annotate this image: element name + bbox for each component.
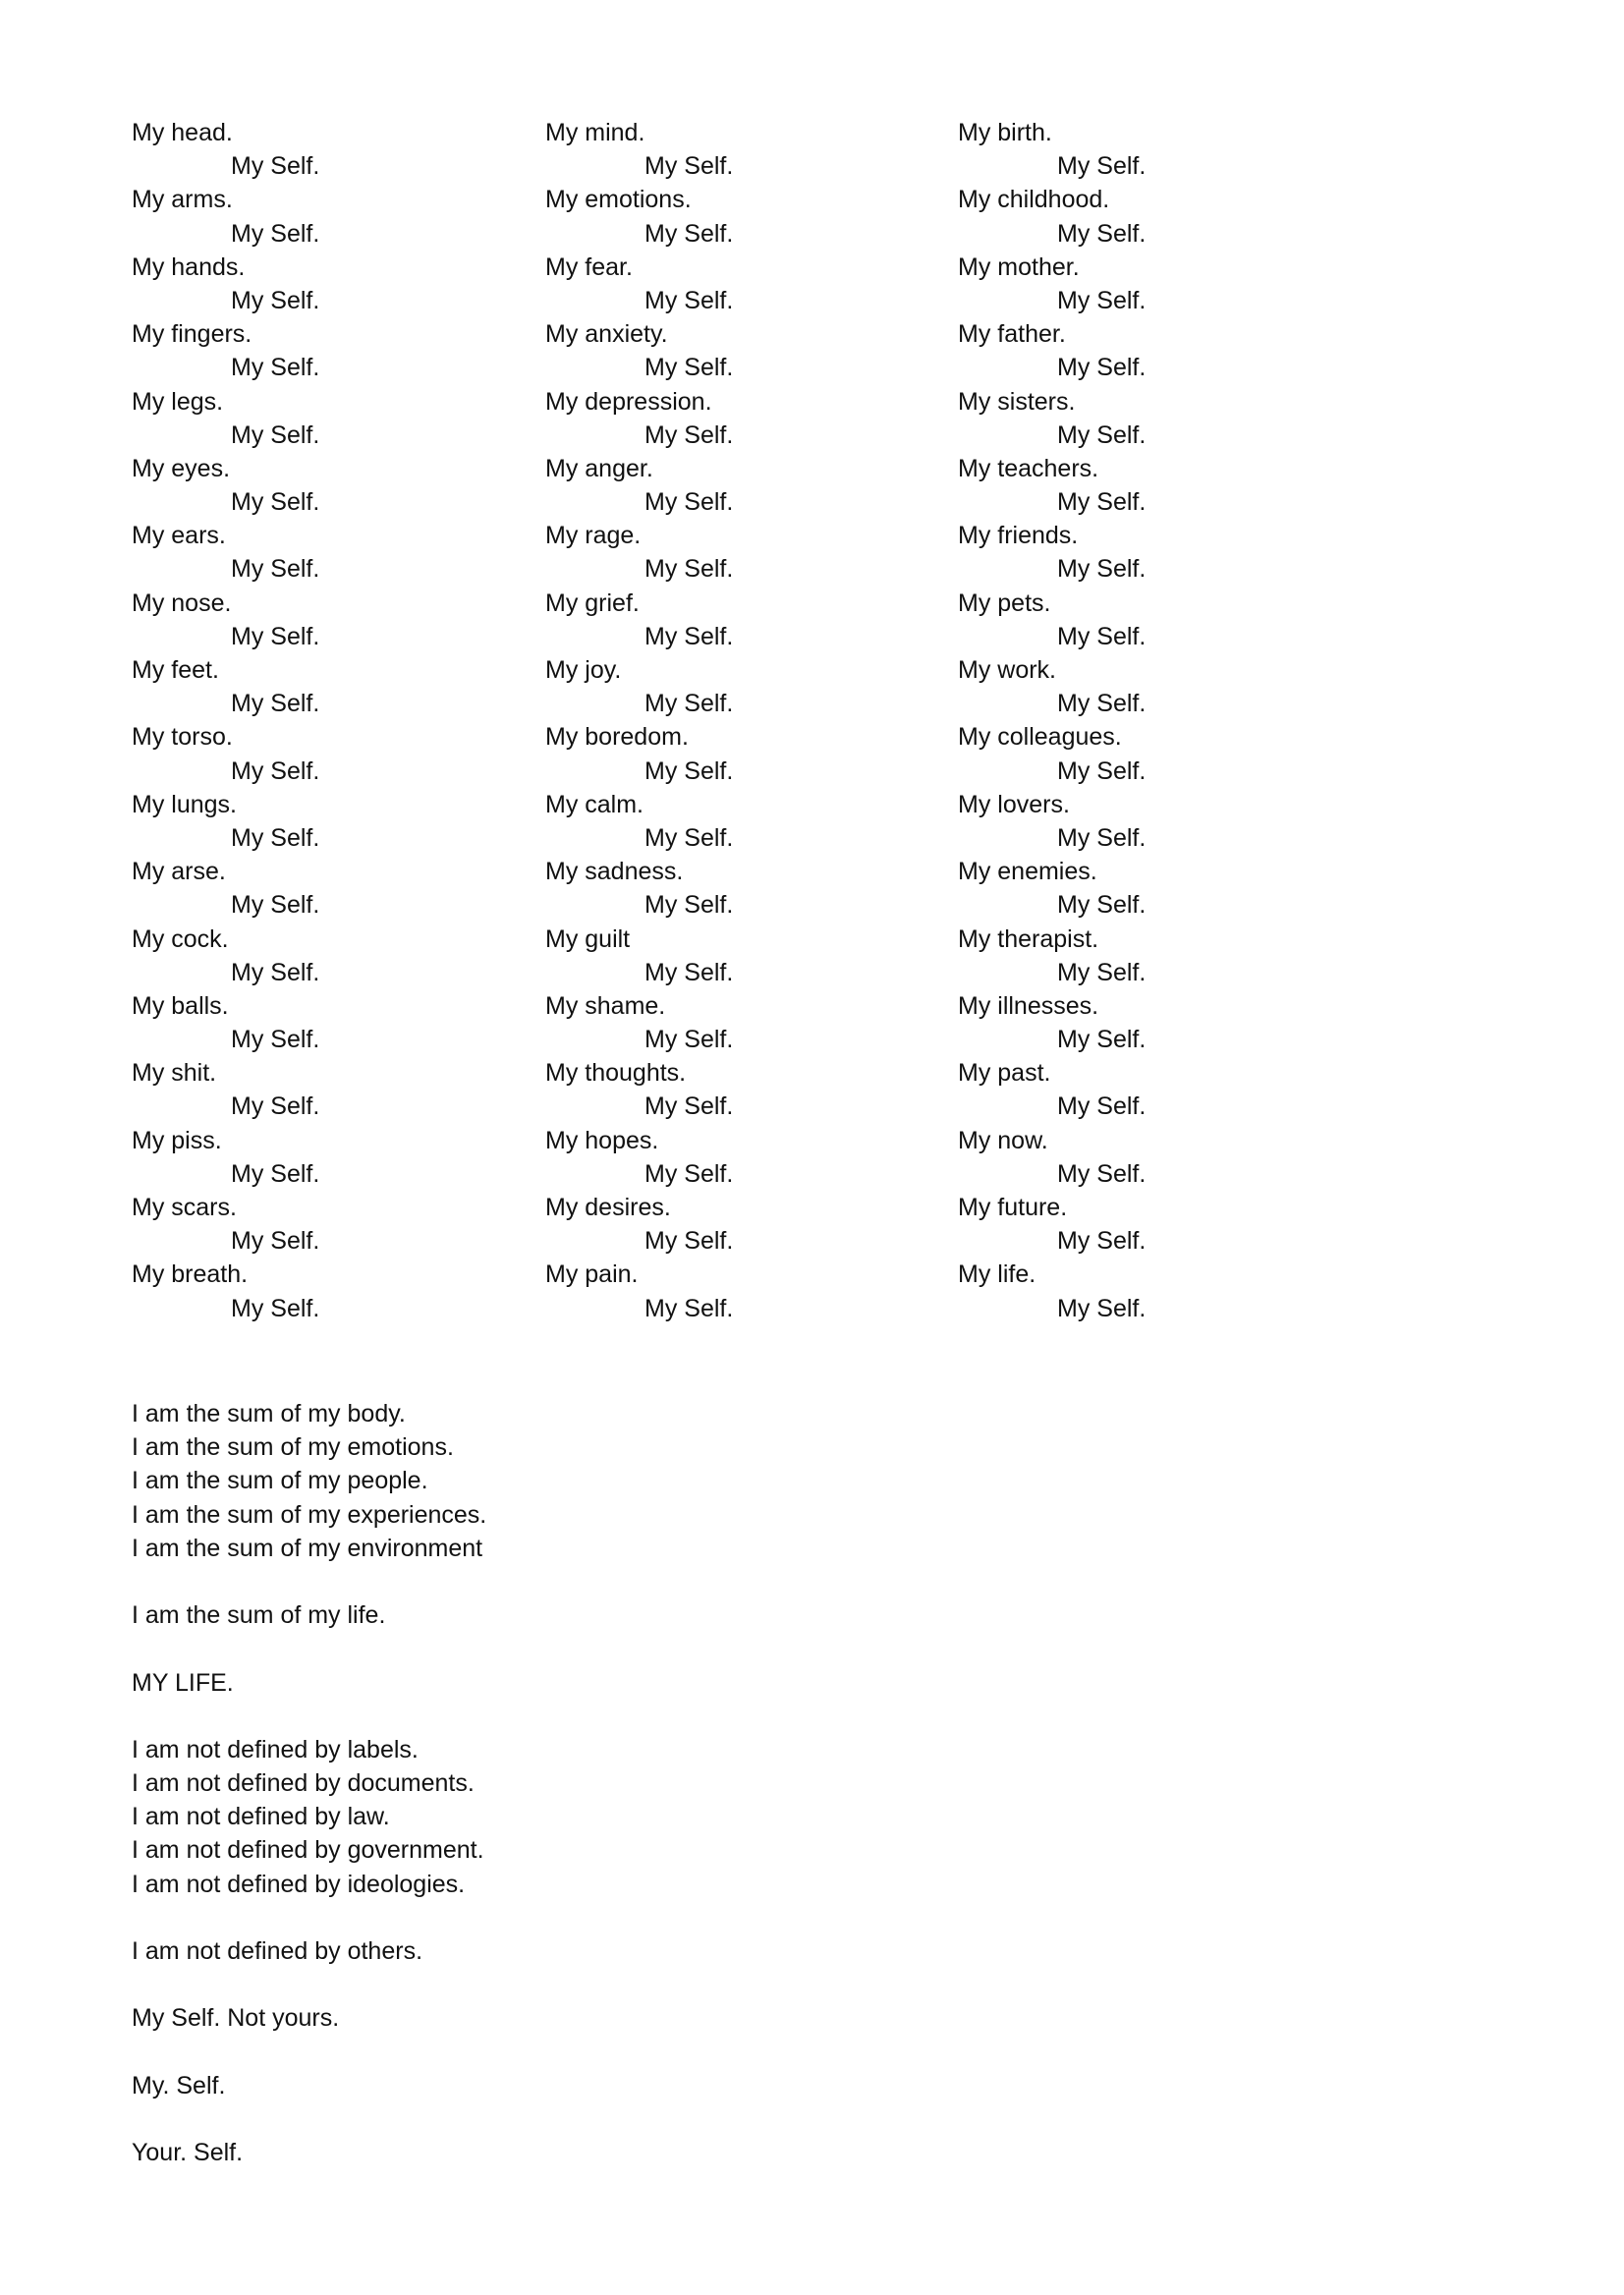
stanza (132, 2069, 1016, 2102)
refrain-line: My Self. (644, 1227, 734, 1256)
refrain-line: My Self. (644, 420, 734, 449)
list-item: My mind. (545, 119, 645, 146)
list-item: My joy. (545, 656, 622, 684)
refrain-line: My Self. (1057, 152, 1147, 181)
list-item: My eyes. (132, 454, 231, 482)
list-item: My illnesses. (958, 991, 1099, 1020)
refrain-line: My Self. (231, 1026, 320, 1054)
refrain-line: My Self. (231, 891, 320, 920)
list-item: My sadness. (545, 858, 684, 886)
list-item: My calm. (545, 790, 644, 818)
refrain-line: My Self. (1057, 690, 1147, 718)
refrain-line: My Self. (644, 555, 734, 584)
stanza-line: I am the sum of my emotions. (132, 1433, 454, 1462)
refrain-line: My Self. (231, 219, 320, 248)
refrain-line: My Self. (1057, 756, 1147, 785)
refrain-line: My Self. (644, 488, 734, 517)
refrain-line: My Self. (644, 823, 734, 852)
column-life (958, 116, 1351, 1325)
refrain-line: My Self. (1057, 1092, 1147, 1121)
list-item: My life. (958, 1260, 1036, 1289)
list-item: My thoughts. (545, 1059, 687, 1088)
list-item: My anxiety. (545, 320, 668, 349)
list-item: My now. (958, 1126, 1048, 1154)
list-item: My future. (958, 1194, 1068, 1221)
list-item: My shit. (132, 1059, 217, 1088)
stanza (132, 1733, 1016, 1901)
list-item: My pain. (545, 1260, 639, 1289)
refrain-line: My Self. (231, 958, 320, 986)
refrain-line: My Self. (231, 1294, 320, 1322)
stanza (132, 1666, 1016, 1700)
stanza-line: I am not defined by law. (132, 1803, 390, 1831)
stanza-line: I am the sum of my body. (132, 1400, 406, 1427)
stanza (132, 2001, 1016, 2035)
stanza-line: I am not defined by documents. (132, 1769, 475, 1798)
stanza-line: I am not defined by government. (132, 1836, 484, 1865)
list-item: My legs. (132, 387, 224, 416)
list-item: My birth. (958, 119, 1052, 146)
stanza (132, 2136, 1016, 2169)
list-item: My teachers. (958, 454, 1099, 482)
refrain-line: My Self. (231, 1159, 320, 1188)
list-item: My shame. (545, 991, 666, 1020)
stanza-line: I am not defined by labels. (132, 1735, 419, 1763)
refrain-line: My Self. (644, 152, 734, 181)
list-item: My rage. (545, 522, 642, 550)
refrain-line: My Self. (231, 1092, 320, 1121)
stanza-line: Your. Self. (132, 2139, 244, 2167)
list-item: My friends. (958, 522, 1079, 550)
refrain-line: My Self. (231, 420, 320, 449)
refrain-line: My Self. (231, 354, 320, 382)
refrain-line: My Self. (644, 690, 734, 718)
refrain-line: My Self. (1057, 823, 1147, 852)
list-item: My feet. (132, 656, 219, 684)
refrain-line: My Self. (644, 354, 734, 382)
refrain-line: My Self. (231, 286, 320, 314)
stanza (132, 1934, 1016, 1968)
list-item: My lovers. (958, 790, 1070, 818)
refrain-line: My Self. (644, 1159, 734, 1188)
refrain-line: My Self. (1057, 354, 1147, 382)
refrain-line: My Self. (1057, 1026, 1147, 1054)
stanza-line: I am the sum of my life. (132, 1601, 386, 1630)
closing-stanzas (132, 1397, 1016, 2204)
list-item: My grief. (545, 588, 640, 617)
refrain-line: My Self. (1057, 1159, 1147, 1188)
refrain-line: My Self. (644, 1092, 734, 1121)
list-item: My boredom. (545, 723, 689, 752)
refrain-line: My Self. (644, 958, 734, 986)
refrain-line: My Self. (231, 823, 320, 852)
refrain-line: My Self. (231, 152, 320, 181)
list-item: My pets. (958, 588, 1051, 617)
refrain-line: My Self. (644, 219, 734, 248)
refrain-line: My Self. (1057, 420, 1147, 449)
list-item: My torso. (132, 723, 233, 752)
refrain-line: My Self. (644, 622, 734, 650)
list-item: My nose. (132, 588, 232, 617)
list-item: My fingers. (132, 320, 252, 349)
stanza (132, 1598, 1016, 1632)
list-item: My scars. (132, 1194, 237, 1221)
list-item: My hands. (132, 252, 246, 281)
refrain-line: My Self. (644, 286, 734, 314)
list-item: My cock. (132, 924, 229, 953)
refrain-line: My Self. (1057, 622, 1147, 650)
list-item: My anger. (545, 454, 653, 482)
stanza-line: I am the sum of my experiences. (132, 1500, 487, 1529)
list-item: My emotions. (545, 186, 692, 214)
list-item: My arms. (132, 186, 233, 214)
list-item: My work. (958, 656, 1056, 684)
list-item: My depression. (545, 387, 712, 416)
stanza-line: I am not defined by others. (132, 1937, 423, 1965)
column-emotions (545, 116, 938, 1325)
refrain-line: My Self. (1057, 1294, 1147, 1322)
list-item: My desires. (545, 1194, 671, 1221)
stanza-line: I am the sum of my people. (132, 1467, 428, 1495)
column-body (132, 116, 525, 1325)
list-item: My arse. (132, 858, 226, 886)
refrain-line: My Self. (231, 622, 320, 650)
refrain-line: My Self. (231, 690, 320, 718)
refrain-line: My Self. (1057, 555, 1147, 584)
refrain-line: My Self. (1057, 488, 1147, 517)
refrain-line: My Self. (231, 555, 320, 584)
refrain-line: My Self. (1057, 1227, 1147, 1256)
list-item: My head. (132, 119, 233, 146)
list-item: My fear. (545, 252, 633, 281)
stanza-line: My. Self. (132, 2071, 226, 2099)
refrain-line: My Self. (1057, 219, 1147, 248)
list-item: My sisters. (958, 387, 1076, 416)
list-item: My mother. (958, 252, 1080, 281)
refrain-line: My Self. (644, 756, 734, 785)
list-item: My father. (958, 320, 1066, 349)
refrain-line: My Self. (1057, 958, 1147, 986)
stanza-line: I am not defined by ideologies. (132, 1870, 466, 1898)
stanza (132, 1397, 1016, 1565)
refrain-line: My Self. (644, 891, 734, 920)
list-item: My childhood. (958, 186, 1110, 214)
stanza-line: MY LIFE. (132, 1668, 234, 1697)
refrain-line: My Self. (231, 488, 320, 517)
refrain-line: My Self. (1057, 891, 1147, 920)
refrain-line: My Self. (231, 1227, 320, 1256)
list-item: My ears. (132, 522, 226, 550)
list-item: My therapist. (958, 924, 1099, 953)
list-item: My enemies. (958, 858, 1097, 886)
refrain-line: My Self. (1057, 286, 1147, 314)
list-item: My piss. (132, 1126, 222, 1154)
stanza-line: I am the sum of my environment (132, 1534, 483, 1562)
list-item: My lungs. (132, 790, 237, 818)
list-item: My balls. (132, 991, 229, 1020)
stanza-line: My Self. Not yours. (132, 2004, 340, 2033)
list-item: My breath. (132, 1260, 249, 1289)
list-item: My past. (958, 1059, 1051, 1088)
list-item: My guilt (545, 924, 631, 953)
list-item: My hopes. (545, 1126, 659, 1154)
refrain-line: My Self. (644, 1294, 734, 1322)
refrain-line: My Self. (231, 756, 320, 785)
refrain-line: My Self. (644, 1026, 734, 1054)
list-item: My colleagues. (958, 723, 1122, 752)
